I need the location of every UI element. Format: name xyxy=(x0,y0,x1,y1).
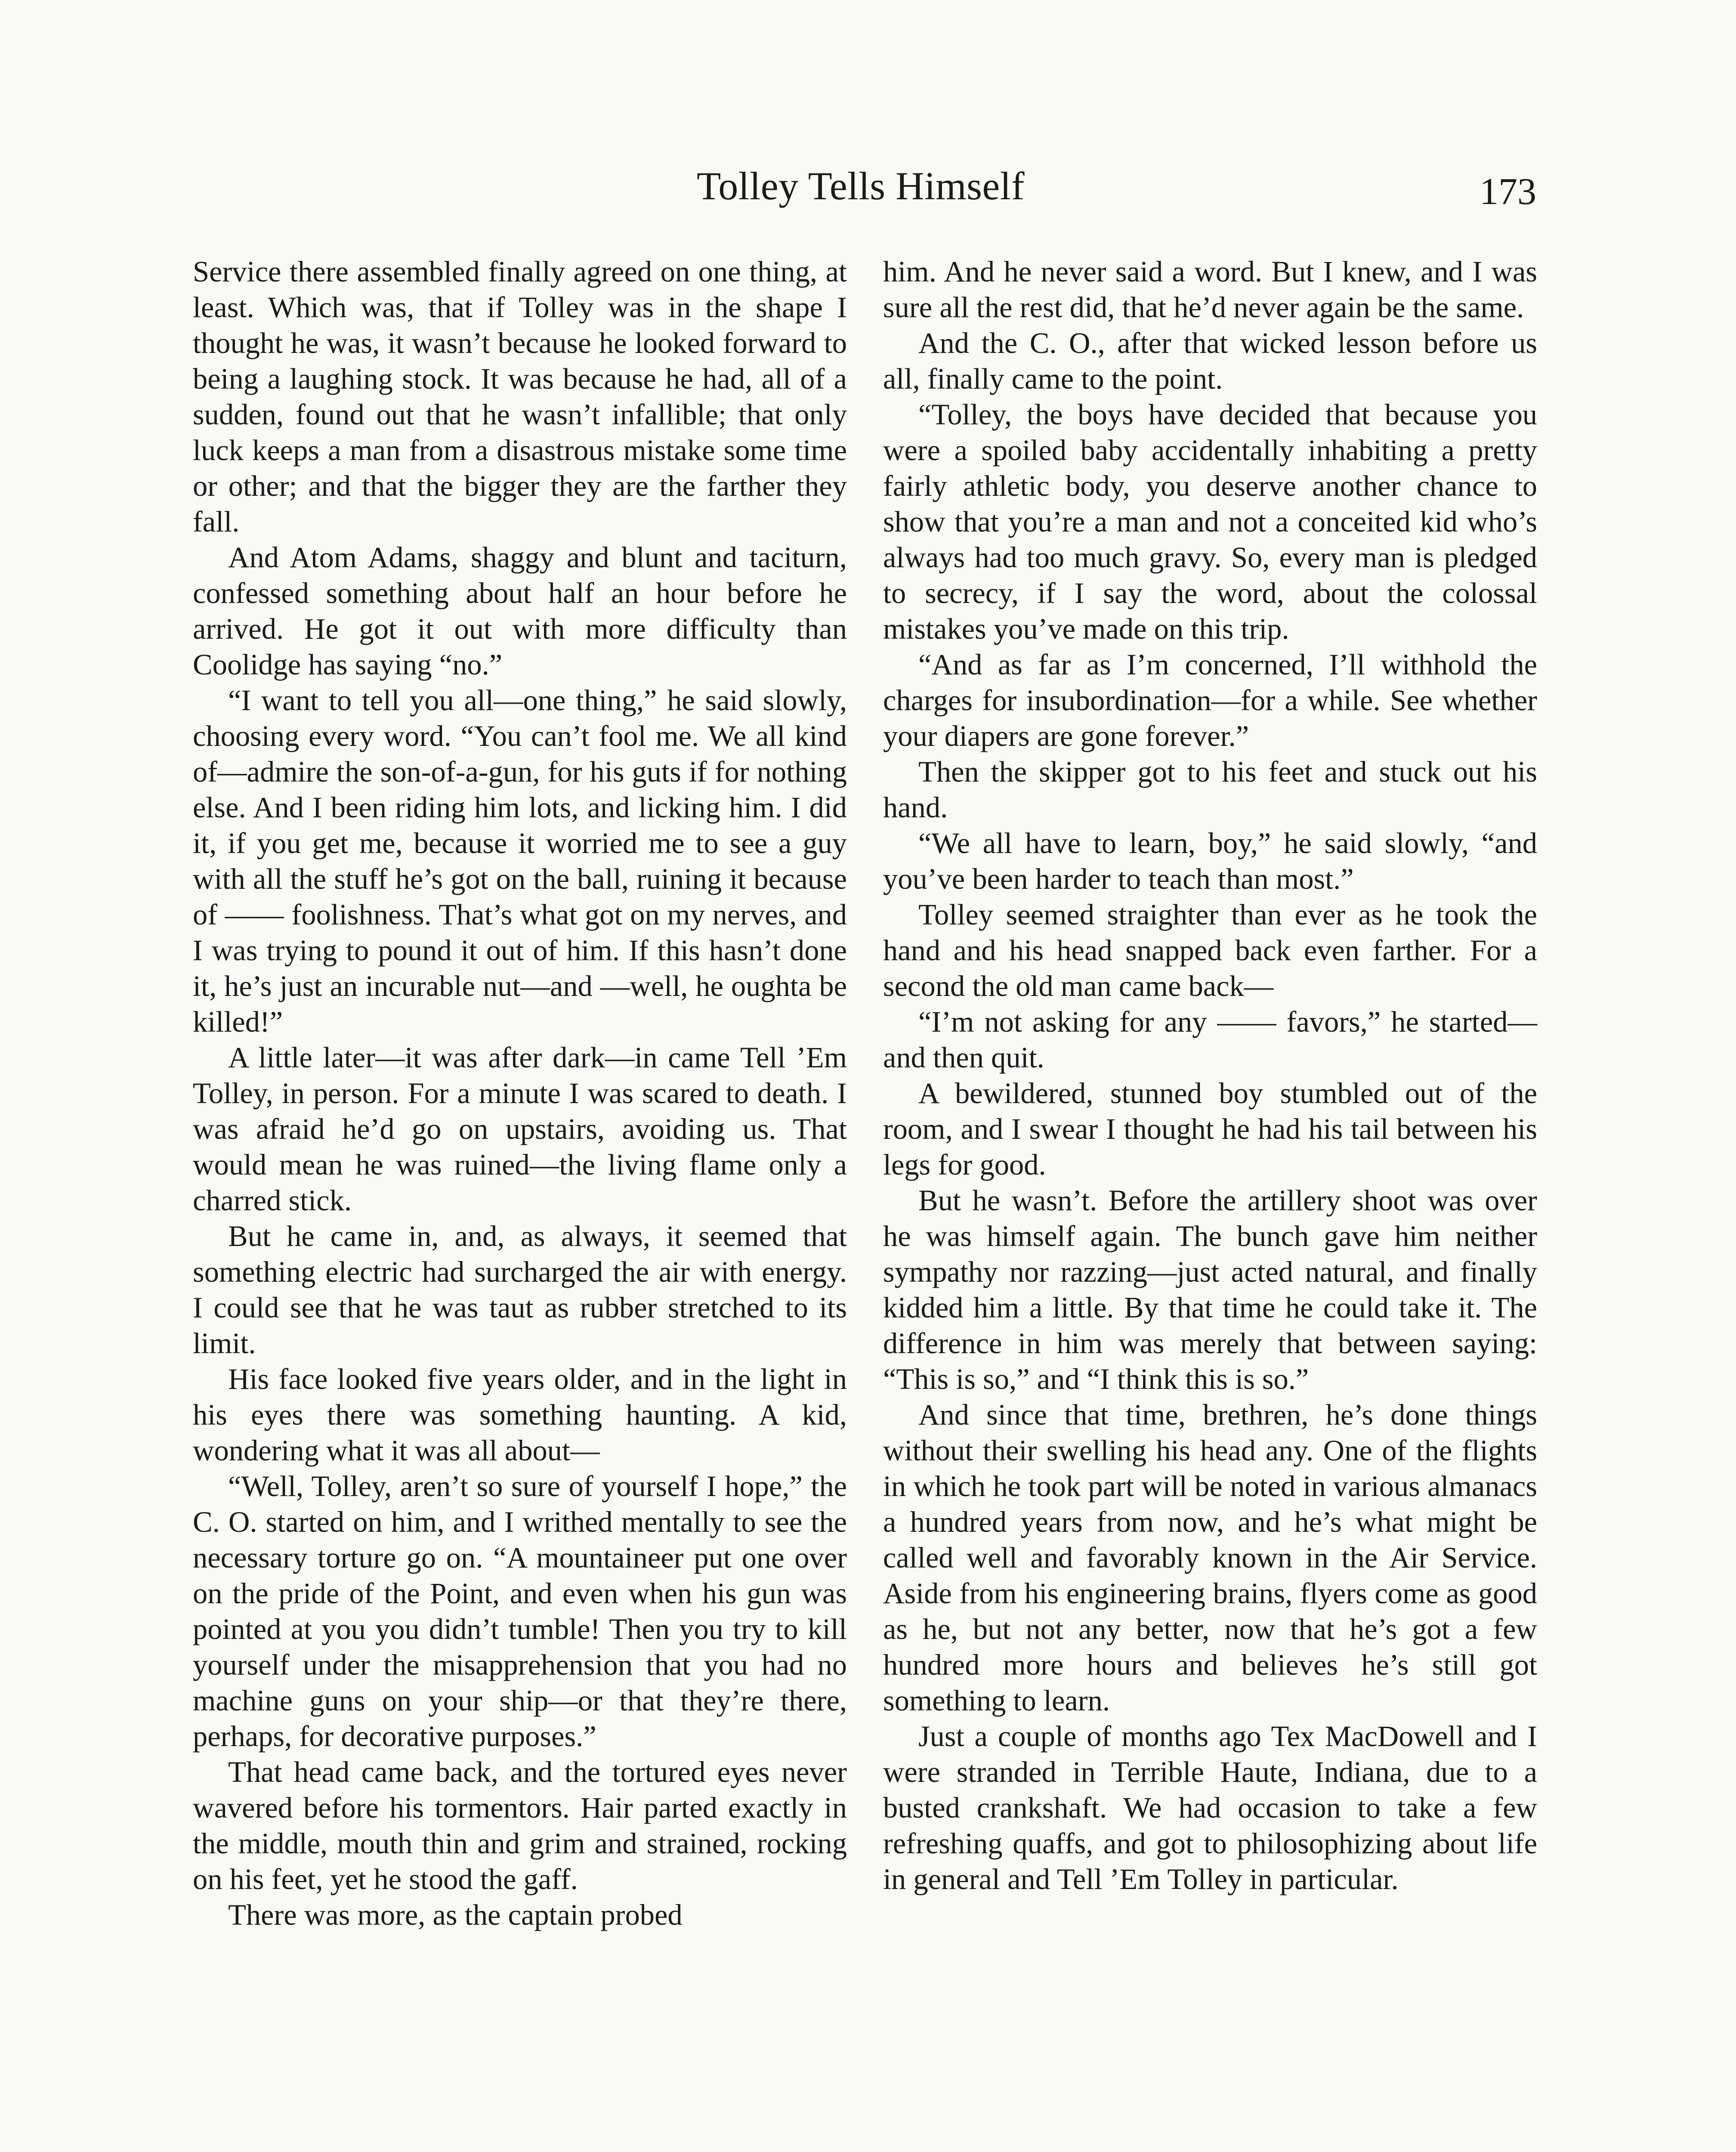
paragraph: Just a couple of months ago Tex MacDowell and I were stranded in Terrible Haute, Indiana, due to a busted crankshaft. We had occasion to take a few refreshing quaffs, and got to philosophizing about life in general and Tell ’Em Tolley in particular. xyxy=(883,1720,1537,1895)
paragraph: There was more, as the captain probed xyxy=(228,1898,683,1931)
paragraph: That head came back, and the tortured eyes never wavered before his tormentors. Hair parted exactly in the middle, mouth thin and grim and strained, rocking on his feet, yet he stood the gaff. xyxy=(193,1756,847,1895)
page-header xyxy=(185,160,1536,220)
paragraph: A bewildered, stunned boy stumbled out of the room, and I swear I thought he had his tail between his legs for good. xyxy=(883,1077,1537,1181)
paragraph: “Well, Tolley, aren’t so sure of yourself I hope,” the C. O. started on him, and I writhed mentally to see the necessary torture go on. “A mountaineer put one over on the pride of the Point, and even when his gun was pointed at you you didn’t tumble! Then you try to kill yourself under the misapprehension that you had no machine guns on your ship—or that they’re there, perhaps, for decorative purposes.” xyxy=(193,1470,847,1753)
paragraph: But he wasn’t. Before the artillery shoot was over he was himself again. The bunch gave him neither sympathy nor razzing—just acted natural, and finally kidded him a little. By that time he could take it. The difference in him was merely that between saying: “This is so,” and “I think this is so.” xyxy=(883,1184,1537,1395)
paragraph: Tolley seemed straighter than ever as he took the hand and his head snapped back even farther. For a second the old man came back— xyxy=(883,898,1537,1002)
paragraph: And since that time, brethren, he’s done things without their swelling his head any. One of the flights in which he took part will be noted in various almanacs a hundred years from now, and he’s what might be called well and favorably known in the Air Service. Aside from his engineering brains, flyers come as good as he, but not any better, now that he’s got a few hundred more hours and believes he’s still got something to learn. xyxy=(883,1398,1537,1717)
paragraph: Then the skipper got to his feet and stuck out his hand. xyxy=(883,755,1537,824)
running-title: Tolley Tells Himself xyxy=(697,164,1025,208)
paragraph: “We all have to learn, boy,” he said slowly, “and you’ve been harder to teach than most.” xyxy=(883,827,1537,895)
paragraph: A little later—it was after dark—in came Tell ’Em Tolley, in person. For a minute I was scared to death. I was afraid he’d go on upstairs, avoiding us. That would mean he was ruined—the living flame only a charred stick. xyxy=(193,1041,847,1217)
right-column xyxy=(883,254,1537,1897)
left-column xyxy=(193,254,847,1933)
paragraph: And Atom Adams, shaggy and blunt and taciturn, confessed something about half an hour before he arrived. He got it out with more difficulty than Coolidge has saying “no.” xyxy=(193,541,847,681)
paragraph: And the C. O., after that wicked lesson before us all, finally came to the point. xyxy=(883,327,1537,395)
paragraph: “Tolley, the boys have decided that because you were a spoiled baby accidentally inhabiting a pretty fairly athletic body, you deserve another chance to show that you’re a man and not a conceited kid who’s always had too much gravy. So, every man is pledged to secrecy, if I say the word, about the colossal mistakes you’ve made on this trip. xyxy=(883,398,1537,645)
paragraph: him. And he never said a word. But I knew, and I was sure all the rest did, that he’d never again be the same. xyxy=(883,255,1537,324)
paragraph: But he came in, and, as always, it seemed that something electric had surcharged the air with energy. I could see that he was taut as rubber stretched to its limit. xyxy=(193,1220,847,1360)
paragraph: “I want to tell you all—one thing,” he said slowly, choosing every word. “You can’t fool me. We all kind of—admire the son-of-a-gun, for his guts if for nothing else. And I been riding him lots, and licking him. I did it, if you get me, because it worried me to see a guy with all the stuff he’s got on the ball, ruining it because of —— foolishness. That’s what got on my nerves, and I was trying to pound it out of him. If this hasn’t done it, he’s just an incurable nut—and —well, he oughta be killed!” xyxy=(193,684,847,1038)
paragraph: Service there assembled finally agreed on one thing, at least. Which was, that if Tolley was in the shape I thought he was, it wasn’t because he looked forward to being a laughing stock. It was because he had, all of a sudden, found out that he wasn’t infallible; that only luck keeps a man from a disastrous mistake some time or other; and that the bigger they are the farther they fall. xyxy=(193,255,847,538)
paragraph: “And as far as I’m concerned, I’ll withhold the charges for insubordination—for a while. See whether your diapers are gone forever.” xyxy=(883,648,1537,752)
page-number: 173 xyxy=(1480,171,1536,213)
paragraph: His face looked five years older, and in the light in his eyes there was something haunting. A kid, wondering what it was all about— xyxy=(193,1363,847,1467)
paragraph: “I’m not asking for any —— favors,” he started—and then quit. xyxy=(883,1005,1537,1074)
